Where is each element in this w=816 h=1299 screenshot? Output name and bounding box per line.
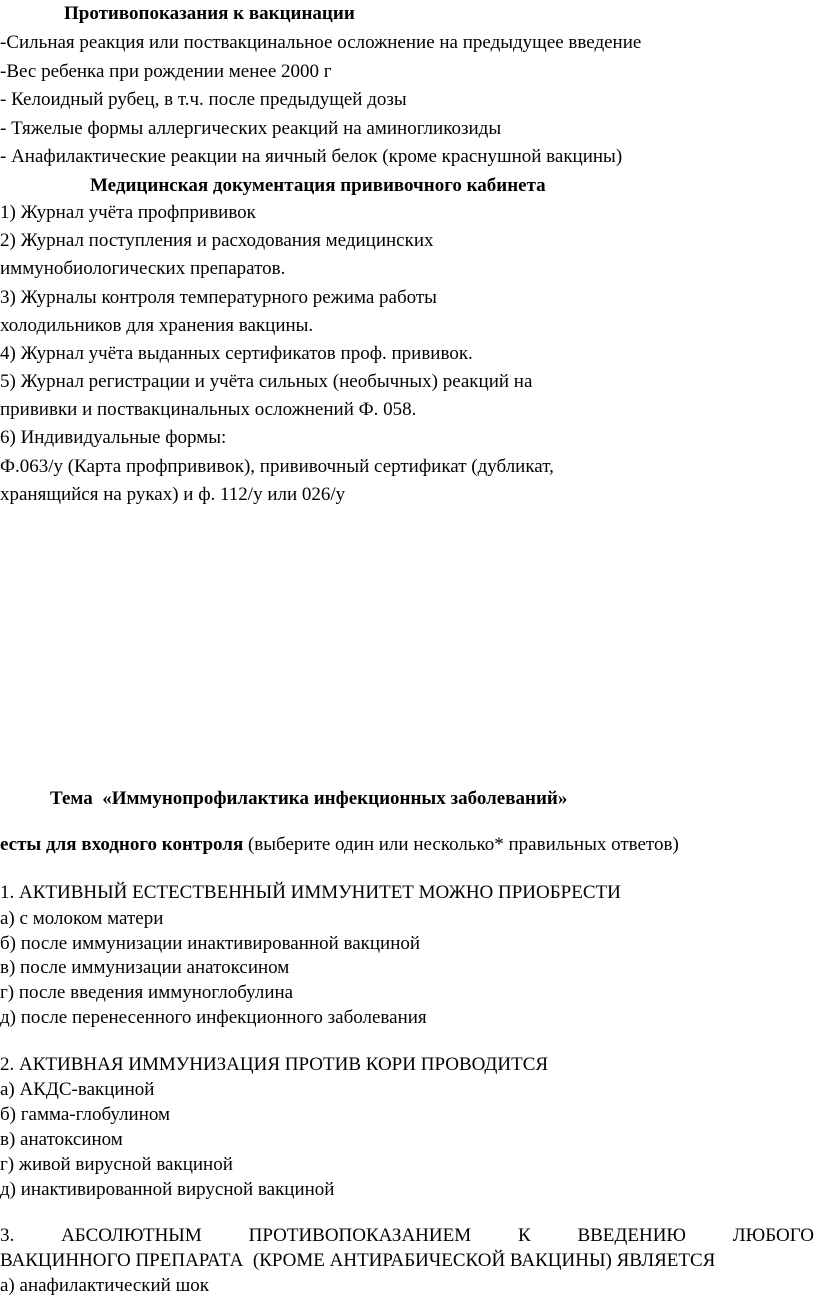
answer-option: г) после введения иммуноглобулина [0,982,294,1003]
question-3-word: К [517,1225,531,1246]
answer-option: б) гамма-глобулином [0,1104,171,1125]
contraindication-item: - Анафилактические реакции на яичный белок (кроме краснушной вакцины) [0,146,623,167]
question-3-line-1 [0,1226,814,1245]
documentation-line: хранящийся на руках) и ф. 112/у или 026/у [0,484,346,505]
contraindication-item: -Вес ребенка при рождении менее 2000 г [0,61,332,82]
answer-option: б) после иммунизации инактивированной вакциной [0,933,421,954]
answer-option: в) после иммунизации анатоксином [0,957,290,978]
documentation-line: 4) Журнал учёта выданных сертификатов проф. прививок. [0,343,473,364]
question-3-word: ПРОТИВОПОКАЗАНИЕМ [248,1225,472,1246]
tests-title [0,835,679,854]
documentation-line: 2) Журнал поступления и расходования медицинских [0,230,434,251]
answer-option: а) АКДС-вакциной [0,1079,155,1100]
contraindication-item: - Келоидный рубец, в т.ч. после предыдущей дозы [0,89,407,110]
documentation-line: 1) Журнал учёта профпрививок [0,202,256,223]
documentation-line: иммунобиологических препаратов. [0,258,286,279]
question-3-word: АБСОЛЮТНЫМ [61,1225,202,1246]
answer-option: д) инактивированной вирусной вакциной [0,1179,335,1200]
answer-option: д) после перенесенного инфекционного заболевания [0,1007,427,1028]
documentation-heading: Медицинская документация прививочного кабинета [90,175,546,196]
question-3-word: ВВЕДЕНИЮ [577,1225,686,1246]
documentation-line: 3) Журналы контроля температурного режима работы [0,287,437,308]
question-2: 2. АКТИВНАЯ ИММУНИЗАЦИЯ ПРОТИВ КОРИ ПРОВОДИТСЯ [0,1054,549,1075]
documentation-line: прививки и поствакцинальных осложнений Ф. 058. [0,399,417,420]
documentation-line: Ф.063/у (Карта профпрививок), прививочный сертификат (дубликат, [0,456,554,477]
contraindication-item: - Тяжелые формы аллергических реакций на аминогликозиды [0,118,502,139]
documentation-line: 6) Индивидуальные формы: [0,427,227,448]
question-3-word: ЛЮБОГО [732,1225,814,1246]
tests-title-rest: (выберите один или несколько* правильных ответов) [243,834,679,855]
documentation-line: холодильников для хранения вакцины. [0,315,314,336]
contraindications-heading: Противопоказания к вакцинации [64,3,355,24]
question-3-line-2: ВАКЦИННОГО ПРЕПАРАТА (КРОМЕ АНТИРАБИЧЕСКОЙ ВАКЦИНЫ) ЯВЛЯЕТСЯ [0,1250,716,1271]
contraindication-item: -Сильная реакция или поствакцинальное осложнение на предыдущее введение [0,32,642,53]
documentation-line: 5) Журнал регистрации и учёта сильных (необычных) реакций на [0,371,533,392]
answer-option: в) анатоксином [0,1129,123,1150]
answer-option: а) анафилактический шок [0,1275,209,1296]
tests-title-bold: есты для входного контроля [0,834,244,855]
question-3-word: 3. [0,1225,15,1246]
topic-title: Тема «Иммунопрофилактика инфекционных заболеваний» [50,788,568,809]
question-1: 1. АКТИВНЫЙ ЕСТЕСТВЕННЫЙ ИММУНИТЕТ МОЖНО ПРИОБРЕСТИ [0,882,621,903]
answer-option: а) с молоком матери [0,908,164,929]
answer-option: г) живой вирусной вакциной [0,1154,233,1175]
